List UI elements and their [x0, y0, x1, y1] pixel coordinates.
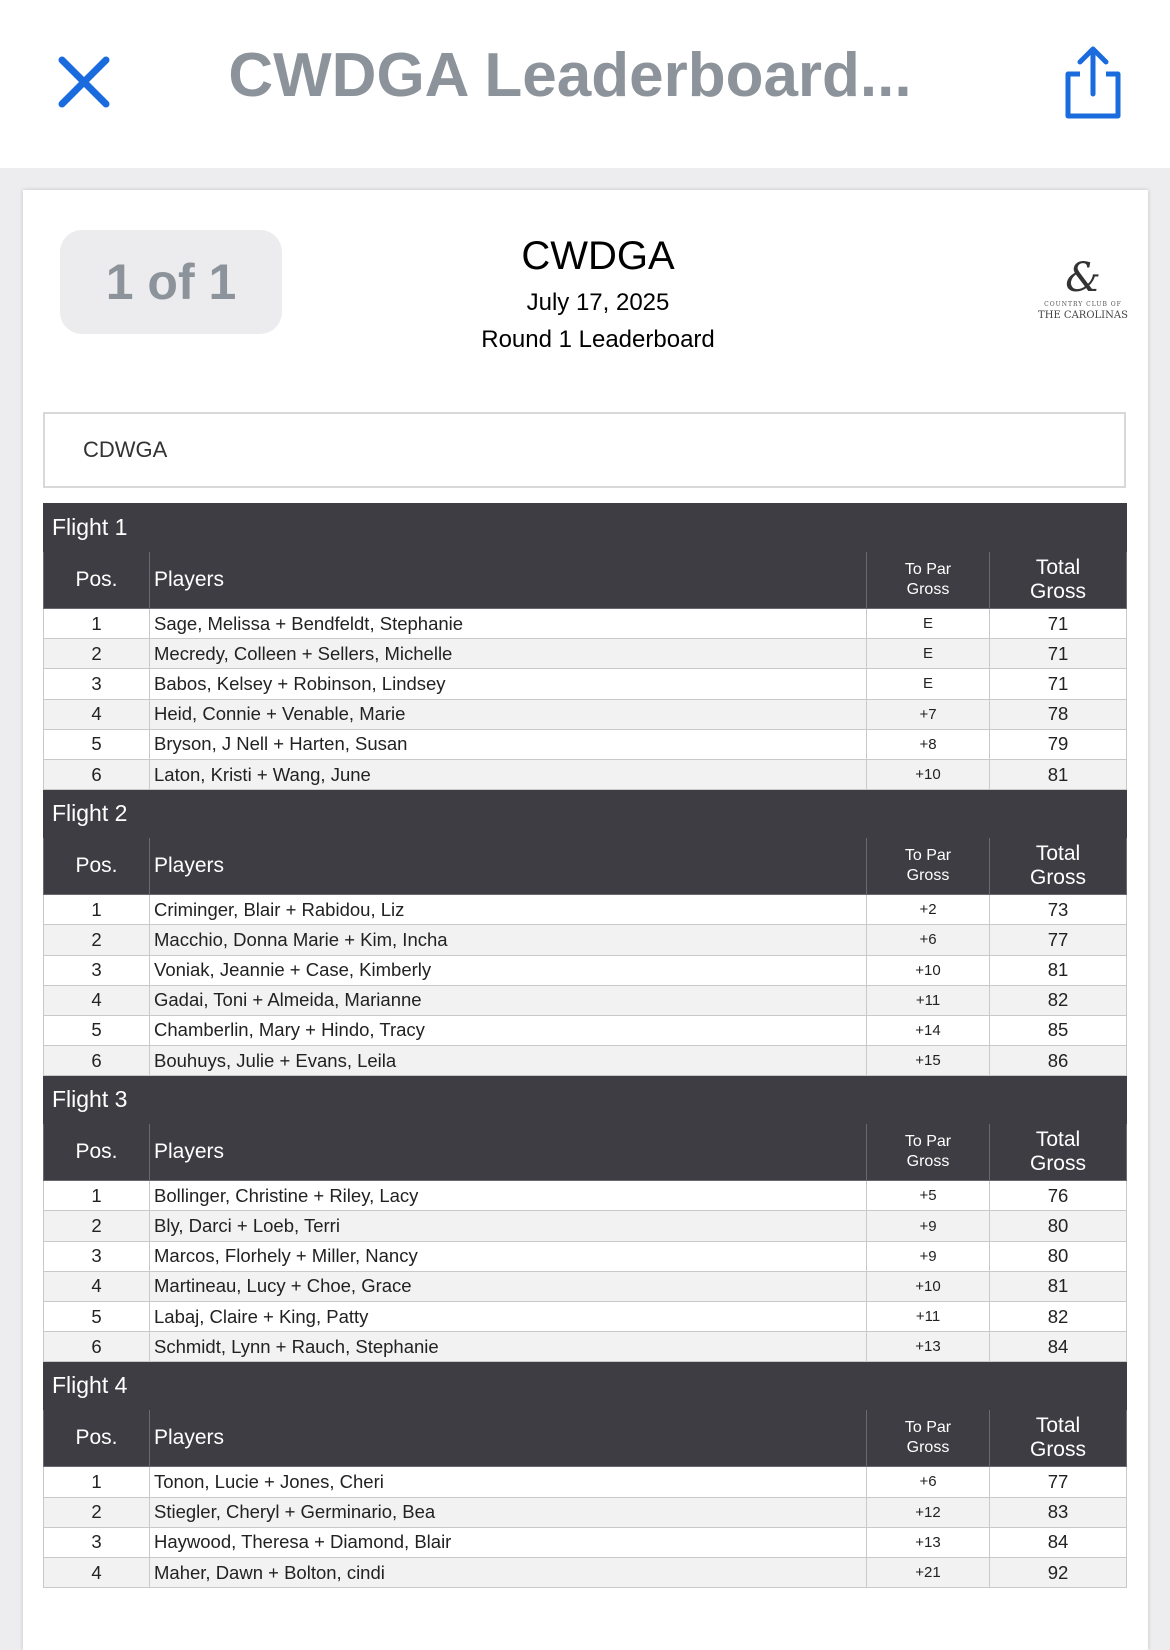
flight-name: Flight 3 — [44, 1076, 1127, 1124]
to-par-cell: +21 — [867, 1557, 990, 1587]
event-date: July 17, 2025 — [526, 289, 670, 316]
total-gross-cell: 79 — [990, 729, 1127, 759]
position-cell: 4 — [44, 1557, 150, 1587]
to-par-cell: +13 — [867, 1332, 990, 1362]
to-par-cell: +9 — [867, 1241, 990, 1271]
position-cell: 3 — [44, 1527, 150, 1557]
share-button[interactable] — [1062, 44, 1124, 122]
position-cell: 2 — [44, 639, 150, 669]
flight-header — [44, 504, 1127, 552]
position-cell: 6 — [44, 1046, 150, 1076]
column-header-topar-line2: Gross — [906, 1439, 950, 1457]
total-gross-cell: 81 — [990, 1271, 1127, 1301]
column-header-topar-line2: Gross — [906, 867, 950, 885]
column-header-total-line2: Gross — [1029, 866, 1086, 890]
column-header-total — [990, 1124, 1127, 1181]
players-cell: Voniak, Jeannie + Case, Kimberly — [150, 955, 867, 985]
players-cell: Bouhuys, Julie + Evans, Leila — [150, 1046, 867, 1076]
to-par-cell: +10 — [867, 955, 990, 985]
players-cell: Haywood, Theresa + Diamond, Blair — [150, 1527, 867, 1557]
column-header-total-line1: Total — [1035, 556, 1081, 579]
players-cell: Bollinger, Christine + Riley, Lacy — [150, 1181, 867, 1211]
total-gross-cell: 73 — [990, 895, 1127, 925]
position-cell: 3 — [44, 955, 150, 985]
column-header-total — [990, 1410, 1127, 1467]
to-par-cell: +2 — [867, 895, 990, 925]
total-gross-cell: 71 — [990, 669, 1127, 699]
flight-header — [44, 790, 1127, 838]
position-cell: 5 — [44, 1015, 150, 1045]
ampersand-logo-icon: & — [1065, 255, 1101, 301]
to-par-cell: +10 — [867, 1271, 990, 1301]
position-cell: 4 — [44, 1271, 150, 1301]
table-row — [44, 759, 1127, 789]
total-gross-cell: 81 — [990, 955, 1127, 985]
players-cell: Macchio, Donna Marie + Kim, Incha — [150, 925, 867, 955]
table-row — [44, 1332, 1127, 1362]
to-par-cell: +6 — [867, 925, 990, 955]
column-header-total-line2: Gross — [1029, 1152, 1086, 1176]
total-gross-cell: 77 — [990, 1467, 1127, 1497]
close-button[interactable] — [54, 52, 114, 112]
players-cell: Martineau, Lucy + Choe, Grace — [150, 1271, 867, 1301]
column-header-topar — [867, 838, 990, 895]
players-cell: Maher, Dawn + Bolton, cindi — [150, 1557, 867, 1587]
players-cell: Tonon, Lucie + Jones, Cheri — [150, 1467, 867, 1497]
organization-box: CDWGA — [43, 412, 1126, 488]
column-header-total-line1: Total — [1035, 1128, 1081, 1152]
position-cell: 3 — [44, 1241, 150, 1271]
flight-header — [44, 1362, 1127, 1410]
document-header — [323, 228, 873, 358]
total-gross-cell: 77 — [990, 925, 1127, 955]
document-title: CWDGA Leaderboard... — [228, 41, 912, 110]
flight-name: Flight 2 — [44, 790, 1127, 838]
column-header-row — [44, 838, 1127, 895]
position-cell: 6 — [44, 1332, 150, 1362]
table-row — [44, 1271, 1127, 1301]
total-gross-cell: 80 — [990, 1211, 1127, 1241]
position-cell: 2 — [44, 925, 150, 955]
players-cell: Schmidt, Lynn + Rauch, Stephanie — [150, 1332, 867, 1362]
players-cell: Gadai, Toni + Almeida, Marianne — [150, 985, 867, 1015]
column-header-total — [990, 838, 1127, 895]
table-row — [44, 639, 1127, 669]
players-cell: Marcos, Florhely + Miller, Nancy — [150, 1241, 867, 1271]
column-header-total-line1: Total — [1035, 842, 1081, 866]
total-gross-cell: 85 — [990, 1015, 1127, 1045]
column-header-total-line1: Total — [1035, 1414, 1081, 1438]
column-header-topar-line1: To Par — [904, 847, 952, 865]
table-row — [44, 1467, 1127, 1497]
column-header-topar — [867, 1124, 990, 1181]
document-page — [23, 190, 1148, 1650]
table-row — [44, 1181, 1127, 1211]
to-par-cell: +11 — [867, 985, 990, 1015]
total-gross-cell: 80 — [990, 1241, 1127, 1271]
column-header-row — [44, 1410, 1127, 1467]
column-header-players: Players — [150, 1124, 867, 1181]
org-title: CWDGA — [521, 234, 675, 278]
logo-line-2: THE CAROLINAS — [1038, 310, 1128, 321]
table-row — [44, 895, 1127, 925]
to-par-cell: +13 — [867, 1527, 990, 1557]
position-cell: 4 — [44, 699, 150, 729]
column-header-topar-line1: To Par — [904, 1419, 952, 1437]
table-row — [44, 699, 1127, 729]
table-row — [44, 1241, 1127, 1271]
total-gross-cell: 84 — [990, 1332, 1127, 1362]
table-row — [44, 1046, 1127, 1076]
players-cell: Heid, Connie + Venable, Marie — [150, 699, 867, 729]
to-par-cell: +6 — [867, 1467, 990, 1497]
table-row — [44, 1302, 1127, 1332]
total-gross-cell: 92 — [990, 1557, 1127, 1587]
to-par-cell: +11 — [867, 1302, 990, 1332]
to-par-cell: +12 — [867, 1497, 990, 1527]
to-par-cell: +7 — [867, 699, 990, 729]
column-header-topar-line1: To Par — [904, 561, 952, 578]
position-cell: 6 — [44, 759, 150, 789]
to-par-cell: +8 — [867, 729, 990, 759]
position-cell: 1 — [44, 1181, 150, 1211]
column-header-topar-line2: Gross — [906, 581, 950, 598]
players-cell: Chamberlin, Mary + Hindo, Tracy — [150, 1015, 867, 1045]
table-row — [44, 1015, 1127, 1045]
table-row — [44, 925, 1127, 955]
players-cell: Mecredy, Colleen + Sellers, Michelle — [150, 639, 867, 669]
players-cell: Sage, Melissa + Bendfeldt, Stephanie — [150, 609, 867, 639]
logo-line-1: COUNTRY CLUB OF — [1044, 301, 1122, 308]
total-gross-cell: 84 — [990, 1527, 1127, 1557]
column-header-players: Players — [150, 1410, 867, 1467]
to-par-cell: E — [867, 669, 990, 699]
total-gross-cell: 82 — [990, 985, 1127, 1015]
players-cell: Babos, Kelsey + Robinson, Lindsey — [150, 669, 867, 699]
table-row — [44, 729, 1127, 759]
column-header-total — [990, 552, 1127, 609]
to-par-cell: E — [867, 609, 990, 639]
share-icon — [1062, 44, 1124, 122]
column-header-pos: Pos. — [44, 838, 150, 895]
table-row — [44, 1497, 1127, 1527]
position-cell: 4 — [44, 985, 150, 1015]
club-logo — [1031, 256, 1135, 346]
players-cell: Bryson, J Nell + Harten, Susan — [150, 729, 867, 759]
to-par-cell: +14 — [867, 1015, 990, 1045]
position-cell: 1 — [44, 1467, 150, 1497]
leaderboard — [43, 503, 1126, 1588]
to-par-cell: E — [867, 639, 990, 669]
total-gross-cell: 81 — [990, 759, 1127, 789]
column-header-total-line2: Gross — [1029, 1438, 1086, 1462]
flight-name: Flight 1 — [44, 504, 1127, 552]
leaderboard-table — [43, 503, 1127, 1588]
table-row — [44, 1211, 1127, 1241]
to-par-cell: +9 — [867, 1211, 990, 1241]
players-cell: Criminger, Blair + Rabidou, Liz — [150, 895, 867, 925]
table-row — [44, 609, 1127, 639]
total-gross-cell: 86 — [990, 1046, 1127, 1076]
players-cell: Laton, Kristi + Wang, June — [150, 759, 867, 789]
table-row — [44, 985, 1127, 1015]
flight-header — [44, 1076, 1127, 1124]
total-gross-cell: 82 — [990, 1302, 1127, 1332]
viewer-toolbar — [0, 0, 1170, 168]
round-title: Round 1 Leaderboard — [481, 326, 715, 353]
position-cell: 1 — [44, 609, 150, 639]
page-counter: 1 of 1 — [60, 230, 282, 334]
table-row — [44, 1557, 1127, 1587]
column-header-topar-line1: To Par — [904, 1133, 952, 1151]
column-header-topar — [867, 1410, 990, 1467]
column-header-pos: Pos. — [44, 552, 150, 609]
total-gross-cell: 78 — [990, 699, 1127, 729]
to-par-cell: +10 — [867, 759, 990, 789]
total-gross-cell: 71 — [990, 609, 1127, 639]
position-cell: 2 — [44, 1497, 150, 1527]
close-icon — [54, 52, 114, 112]
column-header-players: Players — [150, 552, 867, 609]
column-header-row — [44, 1124, 1127, 1181]
position-cell: 5 — [44, 1302, 150, 1332]
players-cell: Bly, Darci + Loeb, Terri — [150, 1211, 867, 1241]
table-row — [44, 1527, 1127, 1557]
column-header-total-line2: Gross — [1029, 580, 1086, 603]
total-gross-cell: 83 — [990, 1497, 1127, 1527]
table-row — [44, 955, 1127, 985]
players-cell: Stiegler, Cheryl + Germinario, Bea — [150, 1497, 867, 1527]
column-header-topar-line2: Gross — [906, 1153, 950, 1171]
column-header-pos: Pos. — [44, 1124, 150, 1181]
column-header-pos: Pos. — [44, 1410, 150, 1467]
position-cell: 2 — [44, 1211, 150, 1241]
total-gross-cell: 71 — [990, 639, 1127, 669]
column-header-topar — [867, 552, 990, 609]
total-gross-cell: 76 — [990, 1181, 1127, 1211]
players-cell: Labaj, Claire + King, Patty — [150, 1302, 867, 1332]
column-header-row — [44, 552, 1127, 609]
to-par-cell: +15 — [867, 1046, 990, 1076]
table-row — [44, 669, 1127, 699]
position-cell: 1 — [44, 895, 150, 925]
to-par-cell: +5 — [867, 1181, 990, 1211]
position-cell: 3 — [44, 669, 150, 699]
position-cell: 5 — [44, 729, 150, 759]
flight-name: Flight 4 — [44, 1362, 1127, 1410]
column-header-players: Players — [150, 838, 867, 895]
